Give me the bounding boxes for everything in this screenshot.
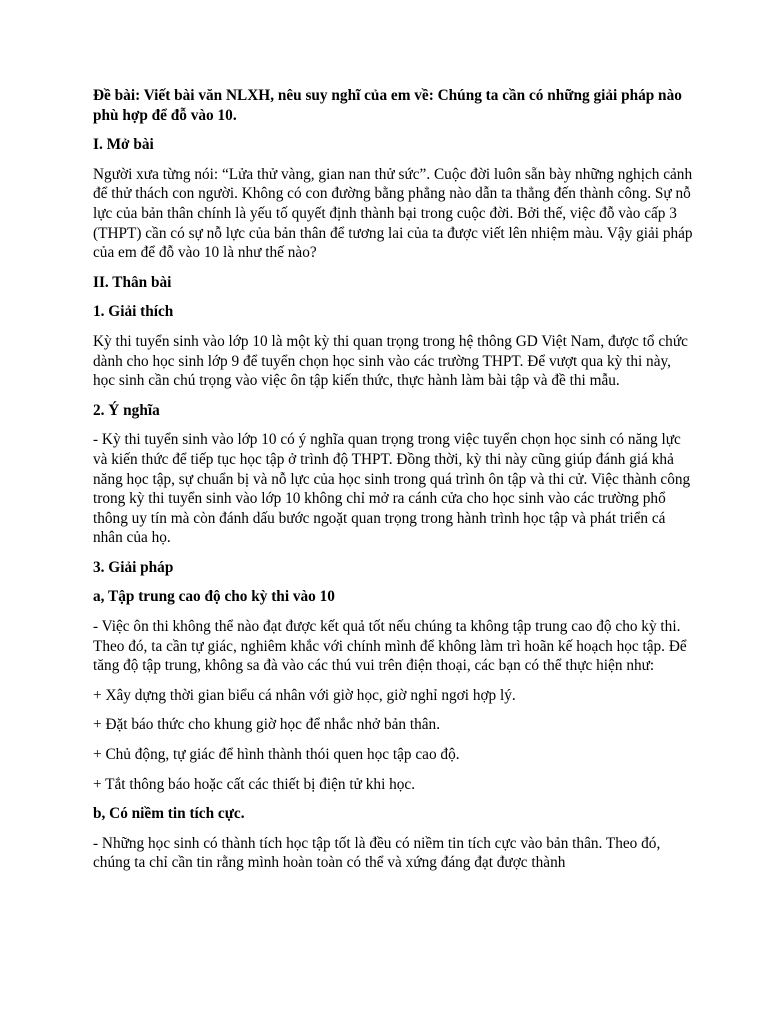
subheading-giai-thich: 1. Giải thích (93, 303, 174, 321)
section-heading-than-bai: II. Thân bài (93, 273, 172, 291)
list-item: + Chủ động, tự giác để hình thành thói quen học tập cao độ. (93, 746, 460, 764)
subheading-giai-phap-b: b, Có niềm tin tích cực. (93, 805, 245, 823)
subheading-giai-phap: 3. Giải pháp (93, 558, 174, 576)
subheading-giai-phap-a: a, Tập trung cao độ cho kỳ thi vào 10 (93, 588, 335, 606)
list-item: + Xây dựng thời gian biểu cá nhân với giờ học, giờ nghỉ ngơi hợp lý. (93, 686, 516, 704)
document-page (93, 86, 693, 883)
paragraph-y-nghia: - Kỳ thi tuyển sinh vào lớp 10 có ý nghĩa quan trọng trong việc tuyển chọn học sinh có năng lực và kiến thức để tiếp tục học tập ở trình độ THPT. Đồng thời, kỳ thi này cũng giúp đánh giá khả năng học tập, sự chuẩn bị và nỗ lực của học sinh trong quá trình ôn tập và thi cử. Việc thành công trong kỳ thi tuyển sinh vào lớp 10 không chỉ mở ra cánh cửa cho học sinh vào các trường phổ thông uy tín mà còn đánh dấu bước ngoặt quan trọng trong hành trình học tập và phát triển cá nhân của họ. (93, 431, 691, 547)
paragraph-giai-phap-b: - Những học sinh có thành tích học tập tốt là đều có niềm tin tích cực vào bản thân. Theo đó, chúng ta chỉ cần tin rằng mình hoàn toàn có thể và xứng đáng đạt được thành (93, 834, 661, 872)
section-heading-mo-bai: I. Mở bài (93, 136, 154, 154)
paragraph-mo-bai: Người xưa từng nói: “Lửa thử vàng, gian nan thử sức”. Cuộc đời luôn sẵn bày những nghịch cảnh để thử thách con người. Không có con đường bằng phẳng nào dẫn ta thẳng đến thành công. Sự nỗ lực của bản thân chính là yếu tố quyết định thành bại trong cuộc đời. Bởi thế, việc đỗ vào cấp 3 (THPT) cần có sự nỗ lực của bản thân để tương lai của ta được viết lên nhiệm màu. Vậy giải pháp của em để đỗ vào 10 là như thế nào? (93, 165, 693, 262)
essay-title: Đề bài: Viết bài văn NLXH, nêu suy nghĩ của em về: Chúng ta cần có những giải pháp nào phù hợp để đỗ vào 10. (93, 87, 682, 124)
paragraph-giai-phap-a: - Việc ôn thi không thể nào đạt được kết quả tốt nếu chúng ta không tập trung cao độ cho kỳ thi. Theo đó, ta cần tự giác, nghiêm khắc với chính mình để không làm trì hoãn kế hoạch học tập. Để tăng độ tập trung, không sa đà vào các thú vui trên điện thoại, các bạn có thể thực hiện như: (93, 618, 687, 675)
paragraph-giai-thich: Kỳ thi tuyển sinh vào lớp 10 là một kỳ thi quan trọng trong hệ thông GD Việt Nam, được tổ chức dành cho học sinh lớp 9 để tuyển chọn học sinh vào các trường THPT. Để vượt qua kỳ thi này, học sinh cần chú trọng vào việc ôn tập kiến thức, thực hành làm bài tập và đề thi mẫu. (93, 332, 688, 390)
list-item: + Đặt báo thức cho khung giờ học để nhắc nhở bản thân. (93, 716, 441, 734)
subheading-y-nghia: 2. Ý nghĩa (93, 401, 160, 419)
list-item: + Tắt thông báo hoặc cất các thiết bị điện tử khi học. (93, 775, 416, 793)
